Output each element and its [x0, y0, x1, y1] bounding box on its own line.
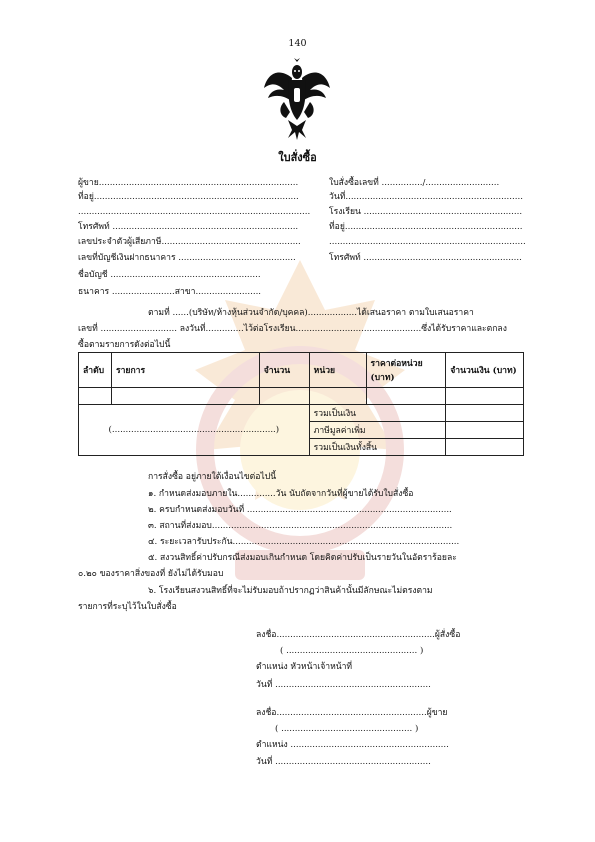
page-number: 140 [288, 38, 307, 49]
seller-address-field: ที่อยู่........................................................................... [78, 192, 299, 202]
subtotal-label: รวมเป็นเงิน [309, 405, 446, 422]
bank-account-number-field: เลขที่บัญชีเงินฝากธนาคาร ........................................... [78, 253, 296, 263]
buyer-date-line: วันที่ ......................................................... [256, 680, 431, 690]
seller-position-line: ตำแหน่ง .......................................................... [256, 740, 449, 750]
table-header-row [79, 353, 524, 388]
vat-label: ภาษีมูลค่าเพิ่ม [309, 422, 446, 439]
buyer-name-line: ( ................................................ ) [280, 646, 424, 656]
header-item: รายการ [111, 353, 259, 388]
condition-5-cont: ๐.๒๐ ของราคาสิ่งของที่ ยังไม่ได้รับมอบ [78, 569, 224, 579]
condition-2: ๒. ครบกำหนดส่งมอบวันที่ ........................................................................... [148, 505, 452, 515]
conditions-heading: การสั่งซื้อ อยู่ภายใต้เงื่อนไขต่อไปนี้ [148, 472, 277, 482]
seller-phone-field: โทรศัพท์ .................................................................... [78, 222, 299, 232]
document-title: ใบสั่งซื้อ [278, 151, 317, 164]
condition-6-cont: รายการที่ระบุไว้ในใบสั่งซื้อ [78, 602, 177, 612]
tax-id-field: เลขประจำตัวผู้เสียภาษี................................................... [78, 237, 301, 247]
school-phone-field: โทรศัพท์ .......................................................... [329, 253, 522, 263]
seller-name-line: ( ................................................ ) [275, 724, 419, 734]
header-qty: จำนวน [259, 353, 309, 388]
condition-1: ๑. กำหนดส่งมอบภายใน..............วัน นับถัดจากวันที่ผู้ขายได้รับใบสั่งซื้อ [148, 489, 414, 499]
amount-in-words-placeholder: (............................................................) [79, 405, 310, 456]
seller-signature-line: ลงชื่อ.......................................................ผู้ขาย [256, 708, 448, 718]
school-address-field: ที่อยู่................................................................. [329, 222, 523, 232]
condition-6: ๖. โรงเรียนสงวนสิทธิ์ที่จะไม่รับมอบถ้าปรากฏว่าสินค้านั้นมีลักษณะไม่ตรงตาม [148, 586, 433, 596]
grand-total-label: รวมเป็นเงินทั้งสิ้น [309, 439, 446, 456]
header-seq: ลำดับ [79, 353, 112, 388]
buyer-signature-line: ลงชื่อ..........................................................ผู้สั่งซื้อ [256, 630, 461, 640]
buyer-position: ตำแหน่ง หัวหน้าเจ้าหน้าที่ [256, 662, 353, 672]
bank-branch-field: ธนาคาร .......................สาขา........................ [78, 287, 262, 297]
table-row [79, 388, 524, 405]
condition-4: ๔. ระยะเวลารับประกัน................................................................................... [148, 537, 460, 547]
items-table [78, 352, 524, 456]
header-amount: จำนวนเงิน (บาท) [446, 353, 524, 388]
seller-field: ผู้ขาย......................................................................... [78, 178, 299, 188]
intro-line-2: เลขที่ ............................ ลงวันที่..............ไว้ต่อโรงเรียน..............................................ซึ่งได้รับราคาและตกลง [78, 324, 507, 334]
school-address-line2: ........................................................................ [329, 237, 526, 247]
school-field: โรงเรียน .......................................................... [329, 207, 523, 217]
seller-date-line: วันที่ ......................................................... [256, 757, 431, 767]
intro-line-3: ซื้อตามรายการดังต่อไปนี้ [78, 340, 171, 350]
condition-5: ๕. สงวนสิทธิ์ค่าปรับกรณีส่งมอบเกินกำหนด โดยคิดค่าปรับเป็นรายวันในอัตราร้อยละ [148, 553, 457, 563]
order-date-field: วันที่................................................................. [329, 192, 523, 202]
intro-line-1: ตามที่ ......(บริษัท/ห้างหุ้นส่วนจำกัด/บุคคล)..................ได้เสนอราคา ตามใบเสนอราคา [148, 308, 474, 318]
account-name-field: ชื่อบัญชี ....................................................... [78, 270, 261, 280]
seller-address-line2: ..................................................................................... [78, 207, 311, 217]
condition-3: ๓. สถานที่ส่งมอบ........................................................................................ [148, 521, 453, 531]
garuda-emblem-icon [262, 58, 332, 142]
header-unit: หน่วย [309, 353, 366, 388]
header-unit-price: ราคาต่อหน่วย (บาท) [366, 353, 446, 388]
order-number-field: ใบสั่งซื้อเลขที่ .............../........................... [329, 178, 500, 188]
table-row [79, 405, 524, 422]
